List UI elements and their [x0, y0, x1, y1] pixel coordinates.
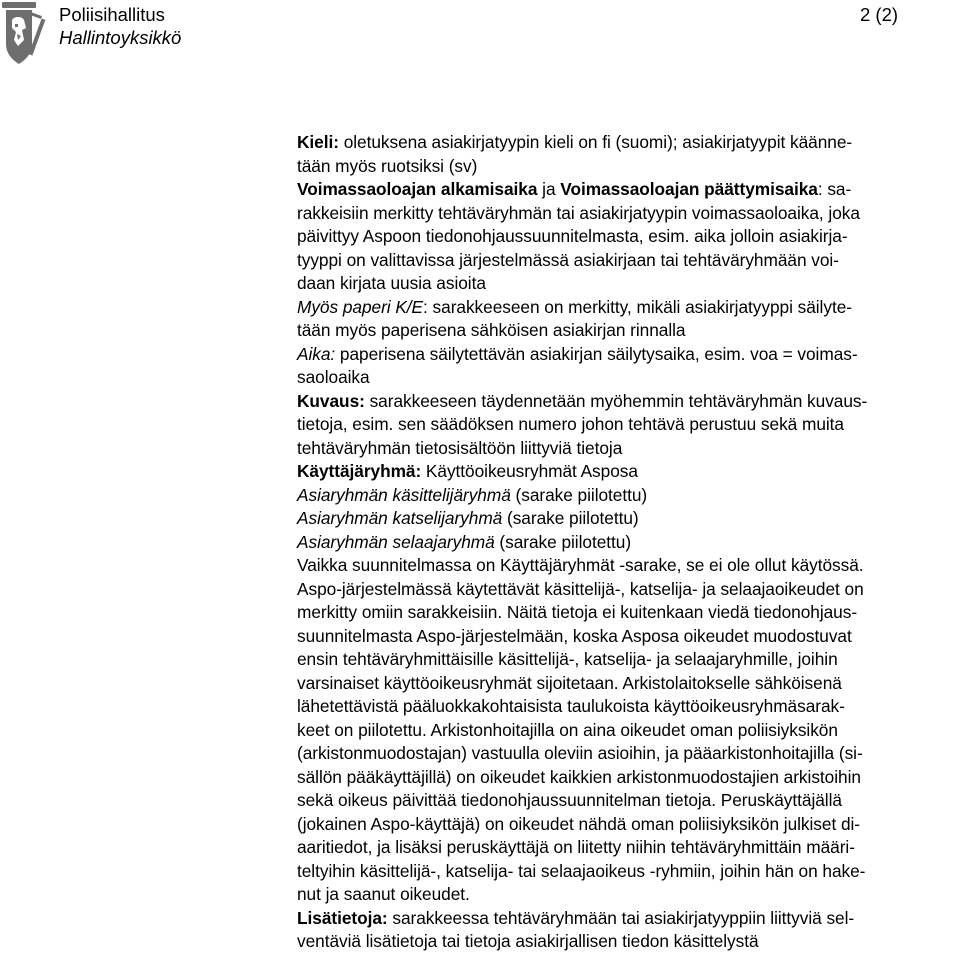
- text-run: (sarake piilotettu): [494, 531, 632, 552]
- text-run: sarakkeeseen täydennetään myöhemmin tehtäväryhmän kuvaus-: [364, 390, 868, 411]
- text-run: päivittyy Aspoon tiedonohjaussuunnitelmasta, esim. aika jolloin asiakirja-: [297, 226, 848, 246]
- bold-term: Lisätietoja:: [297, 907, 388, 928]
- text-line: [297, 155, 960, 179]
- text-run: ja: [537, 179, 561, 199]
- text-line: [297, 860, 960, 884]
- text-run: daan kirjata uusia asioita: [297, 273, 486, 293]
- text-line: [297, 249, 960, 273]
- text-line: [297, 296, 960, 320]
- text-line: [297, 225, 960, 249]
- document-body: [297, 131, 960, 954]
- italic-term: Myös paperi K/E: [297, 296, 424, 317]
- text-run: sarakkeessa tehtäväryhmään tai asiakirjatyyppiin liittyviä sel-: [387, 907, 855, 928]
- page-number: 2 (2): [860, 4, 899, 25]
- text-run: nut ja saanut oikeudet.: [297, 884, 470, 904]
- text-run: (sarake piilotettu): [510, 484, 648, 505]
- text-run: tään myös ruotsiksi (sv): [297, 155, 478, 176]
- text-line: [297, 883, 960, 907]
- police-lion-sword-crest-icon: [0, 0, 48, 80]
- text-line: [297, 601, 960, 625]
- italic-term: Asiaryhmän käsittelijäryhmä: [297, 484, 511, 505]
- text-run: lähetettävistä pääluokkakohtaisista taulukoista käyttöoikeusryhmäsarak-: [297, 696, 845, 716]
- text-line: [297, 554, 960, 578]
- organization-unit: Hallintoyksikkö: [59, 27, 182, 48]
- text-run: sekä oikeus päivittää tiedonohjaussuunnitelman tietoja. Peruskäyttäjällä: [297, 790, 842, 810]
- text-line: [297, 719, 960, 743]
- text-run: : sa-: [817, 179, 852, 199]
- bold-term: Kieli:: [297, 132, 339, 152]
- text-run: saoloaika: [297, 367, 370, 387]
- italic-term: Asiaryhmän selaajaryhmä: [297, 531, 495, 552]
- text-line: [297, 695, 960, 719]
- text-run: tehtäväryhmän tietosisältöön liittyviä tietoja: [297, 437, 623, 458]
- text-line: [297, 766, 960, 790]
- text-line: [297, 131, 960, 155]
- bold-term: Voimassaoloajan päättymisaika: [560, 179, 818, 199]
- text-run: ventäviä lisätietoja tai tietoja asiakirjallisen tiedon käsittelystä: [297, 931, 759, 951]
- text-run: tietoja, esim. sen säädöksen numero johon tehtävä perustuu sekä muita: [297, 414, 844, 434]
- text-run: merkitty omiin sarakkeisiin. Näitä tietoja ei kuitenkaan viedä tiedonohjaus-: [297, 602, 858, 622]
- text-run: ensin tehtäväryhmittäisille käsittelijä-, katselija- ja selaajaryhmille, joihin: [297, 649, 838, 669]
- text-run: tyyppi on valittavissa järjestelmässä asiakirjaan tai tehtäväryhmään voi-: [297, 249, 839, 270]
- text-run: Vaikka suunnitelmassa on Käyttäjäryhmät -sarake, se ei ole ollut käytössä.: [297, 555, 864, 575]
- text-line: [297, 742, 960, 766]
- text-line: [297, 907, 960, 931]
- text-run: aaritiedot, ja lisäksi peruskäyttäjä on liitetty niihin tehtäväryhmittäin määri-: [297, 837, 855, 857]
- text-run: tään myös paperisena sähköisen asiakirjan rinnalla: [297, 320, 686, 340]
- text-run: suunnitelmasta Aspo-järjestelmään, koska Asposa oikeudet muodostuvat: [297, 625, 852, 646]
- text-line: [297, 507, 960, 531]
- text-line: [297, 437, 960, 461]
- text-run: oletuksena asiakirjatyypin kieli on fi (suomi); asiakirjatyypit käänne-: [338, 132, 853, 152]
- text-run: varsinaiset käyttöoikeusryhmät sijoitetaan. Arkistolaitokselle sähköisenä: [297, 672, 842, 693]
- text-line: [297, 930, 960, 954]
- organization-header: [59, 3, 181, 49]
- text-run: Aspo-järjestelmässä käytettävät käsittelijä-, katselija- ja selaajaoikeudet on: [297, 578, 864, 599]
- text-line: [297, 319, 960, 343]
- bold-term: Käyttäjäryhmä:: [297, 461, 422, 481]
- text-run: (sarake piilotettu): [502, 508, 639, 528]
- text-run: keet on piilotettu. Arkistonhoitajilla on aina oikeudet oman poliisiyksikön: [297, 719, 838, 740]
- text-run: : sarakkeeseen on merkitty, mikäli asiakirjatyyppi säilyte-: [423, 296, 852, 317]
- text-line: [297, 625, 960, 649]
- text-line: [297, 202, 960, 226]
- text-line: [297, 836, 960, 860]
- text-run: (arkistonmuodostajan) vastuulla oleviin asioihin, ja pääarkistonhoitajilla (si-: [297, 743, 863, 763]
- text-line: [297, 789, 960, 813]
- bold-term: Kuvaus:: [297, 390, 365, 411]
- text-run: teltyihin käsittelijä-, katselija- tai selaajaoikeus -ryhmiin, joihin hän on hake-: [297, 860, 866, 881]
- text-line: [297, 813, 960, 837]
- organization-name: Poliisihallitus: [59, 4, 165, 25]
- text-line: [297, 413, 960, 437]
- italic-term: Aika:: [297, 343, 336, 364]
- text-run: sällön pääkäyttäjillä) on oikeudet kaikkien arkistonmuodostajien arkistoihin: [297, 766, 861, 787]
- text-line: [297, 578, 960, 602]
- text-run: rakkeisiin merkitty tehtäväryhmän tai asiakirjatyypin voimassaoloaika, joka: [297, 202, 860, 223]
- text-line: [297, 648, 960, 672]
- text-run: Käyttöoikeusryhmät Asposa: [421, 461, 638, 481]
- text-line: [297, 484, 960, 508]
- text-run: paperisena säilytettävän asiakirjan säilytysaika, esim. voa = voimas-: [335, 343, 858, 364]
- text-line: [297, 672, 960, 696]
- text-line: [297, 366, 960, 390]
- italic-term: Asiaryhmän katselijaryhmä: [297, 508, 503, 528]
- text-line: [297, 390, 960, 414]
- text-line: [297, 178, 960, 202]
- text-line: [297, 272, 960, 296]
- bold-term: Voimassaoloajan alkamisaika: [297, 179, 538, 199]
- text-line: [297, 460, 960, 484]
- text-line: [297, 531, 960, 555]
- text-line: [297, 343, 960, 367]
- text-run: (jokainen Aspo-käyttäjä) on oikeudet nähdä oman poliisiyksikön julkiset di-: [297, 813, 861, 834]
